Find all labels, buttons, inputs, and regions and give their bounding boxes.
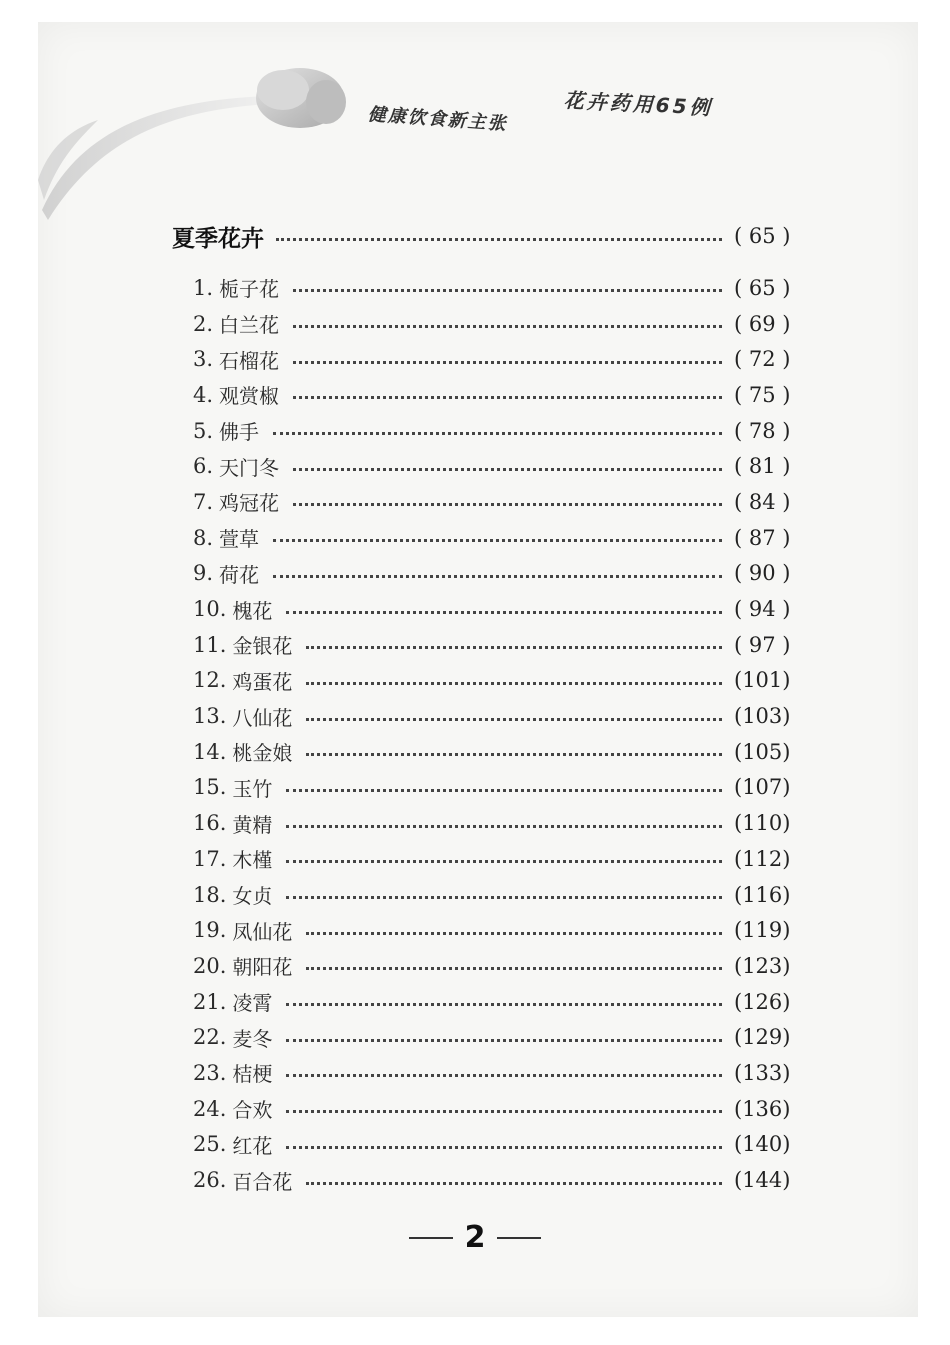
dot-leader — [306, 967, 722, 970]
toc-entry-title: 鸡冠花 — [219, 491, 280, 516]
toc-entry-number: 17. — [193, 846, 227, 871]
toc-entry-page: ( 84 ) — [734, 489, 791, 514]
toc-entry-number: 11. — [193, 632, 227, 657]
toc-entry — [193, 734, 792, 770]
toc-entry — [193, 448, 792, 484]
dot-leader — [286, 860, 722, 863]
toc-entry — [193, 1127, 792, 1163]
toc-entry — [193, 1091, 792, 1127]
toc-entry-page: ( 81 ) — [734, 454, 791, 479]
toc-list — [193, 270, 792, 1198]
toc-entry-page: (133) — [734, 1060, 791, 1085]
running-head-left: 健康饮食新主张 — [367, 104, 509, 135]
dot-leader — [293, 325, 722, 328]
dot-leader — [286, 1110, 722, 1113]
toc-entry-title: 凌霄 — [232, 991, 273, 1016]
dot-leader — [286, 1146, 722, 1149]
dot-leader — [293, 289, 722, 292]
toc-entry-title: 凤仙花 — [232, 919, 293, 944]
footer-rule-right — [497, 1237, 541, 1239]
toc-entry-page: (101) — [734, 668, 791, 693]
dot-leader — [306, 718, 722, 721]
dot-leader — [273, 539, 722, 542]
dot-leader — [306, 753, 722, 756]
toc-entry — [193, 377, 792, 413]
toc-entry-title: 桔梗 — [232, 1062, 273, 1087]
footer-rule-left — [409, 1237, 453, 1239]
toc-entry-title: 栀子花 — [219, 277, 280, 302]
toc-entry-number: 8. — [193, 525, 214, 550]
toc-entry-number: 9. — [193, 561, 214, 586]
toc-entry — [193, 770, 792, 806]
section-page-ref: ( 65 ) — [734, 224, 791, 248]
dot-leader — [306, 646, 722, 649]
dot-leader — [286, 789, 722, 792]
dot-leader — [306, 682, 722, 685]
toc-entry-number: 15. — [193, 775, 227, 800]
toc-entry — [193, 1162, 792, 1198]
toc-entry-number: 24. — [193, 1096, 227, 1121]
toc-entry-page: ( 69 ) — [734, 311, 791, 336]
toc-entry-number: 12. — [193, 668, 227, 693]
toc-entry — [193, 484, 792, 520]
dot-leader — [273, 432, 722, 435]
toc-entry-number: 26. — [193, 1168, 227, 1193]
toc-entry — [193, 805, 792, 841]
toc-entry — [193, 912, 792, 948]
toc-entry-title: 八仙花 — [232, 705, 293, 730]
toc-entry — [193, 270, 792, 306]
toc-entry-number: 21. — [193, 989, 227, 1014]
toc-entry-page: (110) — [734, 811, 791, 836]
toc-entry — [193, 663, 792, 699]
toc-entry-page: ( 97 ) — [734, 632, 791, 657]
toc-entry-page: ( 90 ) — [734, 561, 791, 586]
toc-entry — [193, 841, 792, 877]
toc-entry-title: 红花 — [232, 1133, 273, 1158]
toc-entry — [193, 520, 792, 556]
dot-leader — [293, 361, 722, 364]
toc-entry-page: (129) — [734, 1025, 791, 1050]
toc-entry-title: 玉竹 — [232, 776, 273, 801]
toc-entry-page: ( 78 ) — [734, 418, 791, 443]
toc-entry-page: (112) — [734, 846, 791, 871]
toc-entry-page: (136) — [734, 1096, 791, 1121]
toc-entry-page: (103) — [734, 704, 791, 729]
toc-entry-page: (140) — [734, 1132, 791, 1157]
toc-entry-title: 黄精 — [232, 812, 273, 837]
toc-entry-title: 朝阳花 — [232, 955, 293, 980]
dot-leader — [276, 238, 722, 241]
dot-leader — [286, 896, 722, 899]
toc-entry — [193, 1019, 792, 1055]
section-title: 夏季花卉 — [172, 225, 264, 252]
toc-entry-page: ( 94 ) — [734, 597, 791, 622]
dot-leader — [306, 932, 722, 935]
toc-entry-number: 23. — [193, 1060, 227, 1085]
toc-entry-number: 5. — [193, 418, 214, 443]
toc-entry — [193, 698, 792, 734]
dot-leader — [286, 1003, 722, 1006]
toc-entry-title: 槐花 — [232, 598, 273, 623]
toc-entry-title: 女贞 — [232, 884, 273, 909]
toc-entry-title: 合欢 — [232, 1098, 273, 1123]
toc-entry-number: 3. — [193, 347, 214, 372]
dot-leader — [286, 611, 722, 614]
toc-entry-page: (126) — [734, 989, 791, 1014]
toc-entry-title: 天门冬 — [219, 455, 280, 480]
toc-entry-number: 10. — [193, 597, 227, 622]
toc-entry-number: 25. — [193, 1132, 227, 1157]
toc-entry — [193, 948, 792, 984]
toc-entry-number: 7. — [193, 489, 214, 514]
toc-entry-number: 6. — [193, 454, 214, 479]
toc-entry-title: 石榴花 — [219, 348, 280, 373]
toc-entry-page: (119) — [734, 918, 791, 943]
toc-entry — [193, 413, 792, 449]
dot-leader — [293, 396, 722, 399]
toc-entry-title: 荷花 — [219, 562, 260, 587]
toc-entry-number: 1. — [193, 275, 214, 300]
toc-entry-number: 22. — [193, 1025, 227, 1050]
toc-entry-title: 木槿 — [232, 848, 273, 873]
toc-entry — [193, 1055, 792, 1091]
toc-entry-number: 19. — [193, 918, 227, 943]
toc-entry-page: ( 87 ) — [734, 525, 791, 550]
toc-entry-title: 佛手 — [219, 420, 260, 445]
toc-entry-page: (144) — [734, 1168, 791, 1193]
page-footer — [0, 1220, 950, 1255]
dot-leader — [293, 468, 722, 471]
toc-entry-page: (105) — [734, 739, 791, 764]
toc-entry-page: ( 65 ) — [734, 275, 791, 300]
toc-entry — [193, 591, 792, 627]
toc-entry-page: ( 72 ) — [734, 347, 791, 372]
toc-entry-title: 麦冬 — [232, 1026, 273, 1051]
toc-entry-title: 白兰花 — [219, 313, 280, 338]
dot-leader — [286, 1074, 722, 1077]
page-number: 2 — [464, 1220, 486, 1255]
toc-entry-title: 萱草 — [219, 527, 260, 552]
dot-leader — [293, 503, 722, 506]
toc-entry-number: 20. — [193, 953, 227, 978]
toc-entry-title: 百合花 — [232, 1169, 293, 1194]
dot-leader — [286, 825, 722, 828]
toc-entry-number: 16. — [193, 811, 227, 836]
tulip-illustration — [38, 60, 368, 220]
dot-leader — [306, 1182, 722, 1185]
toc-entry-number: 2. — [193, 311, 214, 336]
toc-entry-page: ( 75 ) — [734, 382, 791, 407]
dot-leader — [273, 575, 722, 578]
toc-entry-page: (123) — [734, 953, 791, 978]
toc-entry — [193, 627, 792, 663]
toc-entry-number: 18. — [193, 882, 227, 907]
toc-entry-number: 13. — [193, 704, 227, 729]
toc-entry — [193, 556, 792, 592]
toc-entry-page: (107) — [734, 775, 791, 800]
toc-entry — [193, 984, 792, 1020]
toc-entry-number: 14. — [193, 739, 227, 764]
toc-entry-title: 鸡蛋花 — [232, 669, 293, 694]
toc-entry-title: 桃金娘 — [232, 741, 293, 766]
toc-entry — [193, 877, 792, 913]
dot-leader — [286, 1039, 722, 1042]
toc-entry-page: (116) — [734, 882, 791, 907]
toc-entry — [193, 306, 792, 342]
toc-entry-title: 观赏椒 — [219, 384, 280, 409]
section-heading — [172, 218, 792, 254]
running-head-right: 花卉药用65例 — [563, 88, 714, 120]
toc-entry-number: 4. — [193, 382, 214, 407]
toc-entry — [193, 341, 792, 377]
toc-entry-title: 金银花 — [232, 634, 293, 659]
